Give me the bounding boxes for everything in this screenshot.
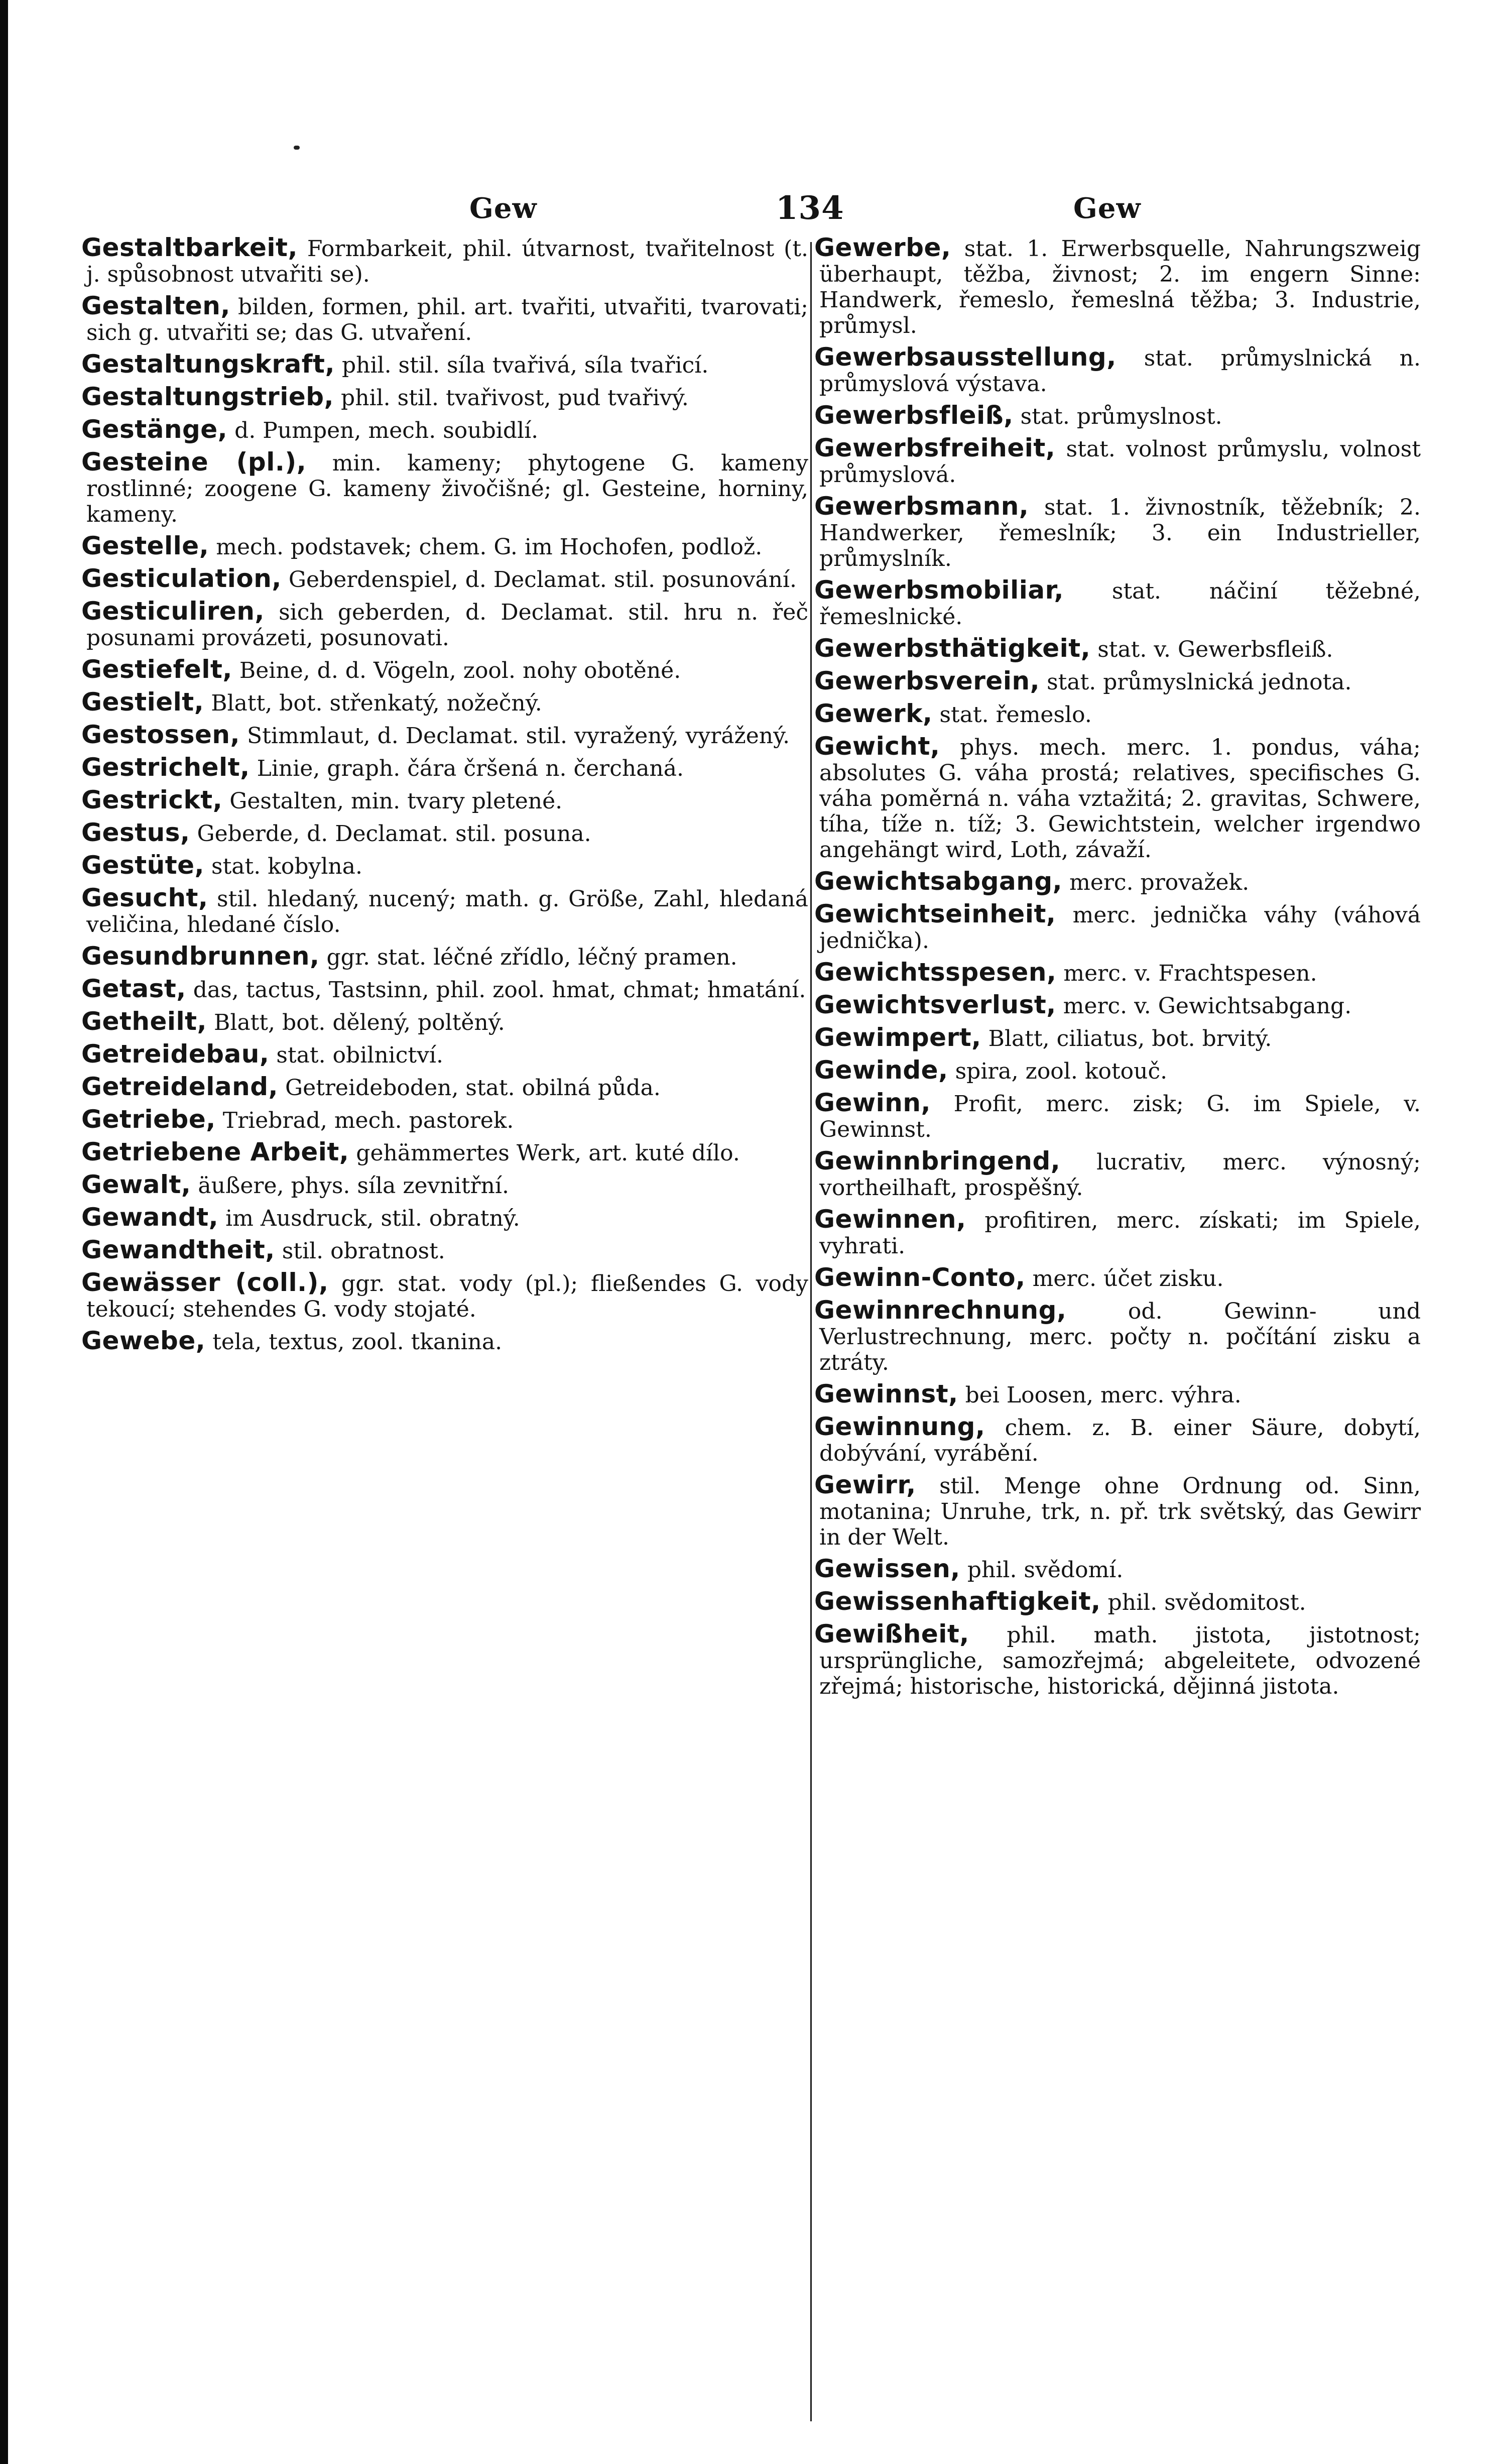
entry-headword: Gewalt, — [81, 1170, 191, 1199]
dictionary-entry — [814, 1298, 1421, 1375]
entry-headword: Gesticulation, — [81, 564, 282, 593]
scan-edge — [0, 0, 8, 2464]
dictionary-entry — [814, 869, 1421, 895]
entry-headword: Getriebe, — [81, 1105, 216, 1134]
entry-definition: ggr. stat. vody (pl.); fließendes G. vody tekoucí; stehendes G. vody stojaté. — [86, 1271, 808, 1322]
entry-definition: phil. svědomitost. — [1107, 1590, 1306, 1615]
dictionary-entry — [81, 1328, 808, 1355]
dictionary-entry — [814, 668, 1421, 695]
entry-headword: Gewissenhaftigkeit, — [814, 1587, 1101, 1616]
entry-headword: Gewirr, — [814, 1470, 916, 1499]
entry-definition: bilden, formen, phil. art. tvařiti, utvařiti, tvarovati; sich g. utvařiti se; das G. utvaření. — [86, 294, 808, 345]
entry-definition: chem. z. B. einer Säure, dobytí, dobývání, vyrábění. — [819, 1415, 1421, 1466]
entry-definition: spira, zool. kotouč. — [955, 1059, 1168, 1084]
entry-definition: Blatt, ciliatus, bot. brvitý. — [988, 1026, 1272, 1051]
entry-headword: Gestelle, — [81, 531, 209, 560]
entry-definition: stat. průmyslnost. — [1020, 404, 1222, 429]
entry-headword: Gestus, — [81, 818, 190, 847]
entry-headword: Gewerbsfreiheit, — [814, 433, 1056, 462]
dictionary-entry — [81, 1041, 808, 1068]
dictionary-entry — [814, 1207, 1421, 1259]
dictionary-entry — [814, 901, 1421, 954]
dictionary-entry — [814, 494, 1421, 571]
dictionary-entry — [81, 689, 808, 716]
entry-headword: Gewichtsspesen, — [814, 958, 1057, 987]
entry-definition: Blatt, bot. střenkatý, nožečný. — [211, 690, 542, 716]
running-header — [0, 188, 1490, 228]
entry-headword: Gewißheit, — [814, 1619, 969, 1649]
entry-headword: Gestrickt, — [81, 785, 223, 814]
entry-headword: Gewinnen, — [814, 1205, 966, 1234]
entry-definition: phil. stil. síla tvařivá, síla tvařicí. — [341, 353, 709, 378]
right-guide-word: Gew — [1073, 192, 1141, 225]
entry-definition: tela, textus, zool. tkanina. — [212, 1329, 503, 1355]
entry-headword: Gewinde, — [814, 1055, 948, 1085]
dictionary-entry — [81, 976, 808, 1003]
dictionary-entry — [814, 1556, 1421, 1583]
dictionary-entry — [81, 787, 808, 814]
entry-definition: im Ausdruck, stil. obratný. — [225, 1206, 520, 1231]
dictionary-entry — [81, 1107, 808, 1133]
entry-headword: Getreidebau, — [81, 1039, 270, 1069]
entry-definition: stil. obratnost. — [282, 1238, 445, 1264]
entry-headword: Gestänge, — [81, 415, 228, 444]
entry-definition: merc. provažek. — [1069, 870, 1250, 895]
entry-definition: Profit, merc. zisk; G. im Spiele, v. Gewinnst. — [819, 1091, 1421, 1142]
entry-definition: od. Gewinn- und Verlustrechnung, merc. počty n. počítání zisku a ztráty. — [819, 1299, 1421, 1375]
entry-definition: phil. math. jistota, jistotnost; ursprüngliche, samozřejmá; abgeleitete, odvozené zřejmá; historische, historická, dějinná jistota. — [819, 1622, 1421, 1699]
entry-definition: Gestalten, min. tvary pletené. — [229, 788, 563, 814]
entry-headword: Gewinnst, — [814, 1379, 958, 1409]
dictionary-entry — [81, 533, 808, 560]
entry-definition: stat. kobylna. — [211, 854, 362, 879]
entry-definition: sich geberden, d. Declamat. stil. hru n. řeč posunami provázeti, posunovati. — [86, 600, 808, 651]
page-number: 134 — [776, 189, 844, 227]
entry-headword: Gewebe, — [81, 1326, 206, 1355]
dictionary-entry — [81, 293, 808, 345]
entry-definition: lucrativ, merc. výnosný; vortheilhaft, prospěšný. — [819, 1149, 1421, 1201]
dictionary-entry — [81, 1074, 808, 1101]
entry-definition: gehämmertes Werk, art. kuté dílo. — [356, 1140, 740, 1166]
entry-definition: Geberdenspiel, d. Declamat. stil. posunování. — [288, 567, 797, 593]
entry-headword: Gesucht, — [81, 883, 208, 912]
dictionary-entry — [81, 820, 808, 847]
entry-headword: Gestaltungstrieb, — [81, 382, 334, 411]
entry-definition: Formbarkeit, phil. útvarnost, tvařitelnost (t. j. spůsobnost utvařiti se). — [86, 236, 808, 287]
dictionary-entry — [814, 235, 1421, 338]
dictionary-entry — [814, 435, 1421, 488]
dictionary-entry — [81, 449, 808, 527]
entry-definition: profitiren, merc. získati; im Spiele, vyhrati. — [819, 1208, 1421, 1259]
dictionary-entry — [814, 1055, 1421, 1085]
entry-definition: merc. v. Frachtspesen. — [1063, 961, 1317, 986]
dictionary-entry — [814, 1090, 1421, 1142]
dictionary-entry — [81, 1237, 808, 1264]
dictionary-entry — [814, 701, 1421, 728]
entry-headword: Gewerbsthätigkeit, — [814, 634, 1091, 663]
entry-definition: Getreideboden, stat. obilná půda. — [285, 1075, 661, 1101]
entry-definition: stat. náčiní těžebné, řemeslnické. — [819, 578, 1421, 630]
dictionary-entry — [81, 417, 808, 443]
entry-definition: mech. podstavek; chem. G. im Hochofen, podlož. — [216, 534, 763, 560]
entry-definition: merc. jednička váhy (váhová jednička). — [819, 902, 1421, 954]
left-column — [81, 235, 808, 2429]
entry-definition: phil. stil. tvařivost, pud tvařivý. — [341, 385, 689, 411]
dictionary-entry — [814, 403, 1421, 429]
entry-definition: stat. v. Gewerbsfleiß. — [1097, 637, 1333, 662]
entry-headword: Gewinnrechnung, — [814, 1296, 1067, 1325]
entry-headword: Gewandt, — [81, 1203, 219, 1232]
entry-headword: Gesteine (pl.), — [81, 447, 307, 477]
entry-definition: das, tactus, Tastsinn, phil. zool. hmat, chmat; hmatání. — [193, 977, 806, 1003]
dictionary-entry — [814, 344, 1421, 397]
entry-headword: Gewerbsfleiß, — [814, 401, 1014, 430]
entry-headword: Gewinn-Conto, — [814, 1263, 1026, 1292]
entry-headword: Gewerk, — [814, 699, 933, 728]
entry-definition: phys. mech. merc. 1. pondus, váha; absolutes G. váha prostá; relatives, specifisches G. váha poměrná n. váha vztažitá; 2. gravitas, Schwere, tíha, tíže n. tíž; 3. Gewichtstein, welcher irgendwo angehängt wird, Loth, závaží. — [819, 735, 1421, 863]
entry-headword: Gestielt, — [81, 687, 204, 717]
entry-definition: d. Pumpen, mech. soubidlí. — [234, 418, 539, 443]
dictionary-entry — [81, 853, 808, 879]
entry-definition: ggr. stat. léčné zřídlo, léčný pramen. — [326, 945, 737, 970]
entry-definition: bei Loosen, merc. výhra. — [965, 1382, 1241, 1408]
entry-definition: phil. svědomí. — [967, 1557, 1124, 1583]
entry-headword: Gewerbsausstellung, — [814, 342, 1116, 372]
entry-definition: stat. průmyslnická n. průmyslová výstava. — [819, 345, 1421, 397]
entry-definition: stat. obilnictví. — [276, 1042, 443, 1068]
dictionary-entry — [81, 235, 808, 287]
entry-headword: Gewerbe, — [814, 235, 951, 262]
entry-headword: Gewässer (coll.), — [81, 1268, 329, 1297]
entry-headword: Gewandtheit, — [81, 1235, 275, 1264]
entry-headword: Gesundbrunnen, — [81, 942, 320, 971]
entry-definition: merc. v. Gewichtsabgang. — [1063, 993, 1352, 1019]
dictionary-entry — [814, 1414, 1421, 1466]
entry-headword: Getheilt, — [81, 1007, 207, 1036]
dictionary-entry — [814, 1148, 1421, 1201]
entry-headword: Gewichtsverlust, — [814, 990, 1056, 1019]
column-divider — [810, 242, 812, 2421]
entry-definition: merc. účet zisku. — [1032, 1266, 1224, 1292]
entry-headword: Gewichtsabgang, — [814, 867, 1063, 896]
entry-headword: Getriebene Arbeit, — [81, 1137, 349, 1166]
entry-definition: stil. hledaný, nucený; math. g. Größe, Zahl, hledaná veličina, hledané číslo. — [86, 886, 808, 937]
dictionary-entry — [814, 1472, 1421, 1550]
dictionary-entry — [814, 1025, 1421, 1051]
dictionary-entry — [81, 1139, 808, 1166]
entry-headword: Gewinnung, — [814, 1412, 985, 1441]
entry-headword: Gesticuliren, — [81, 597, 265, 626]
entry-definition: Blatt, bot. dělený, poltěný. — [214, 1010, 505, 1035]
entry-headword: Getreideland, — [81, 1072, 279, 1101]
entry-definition: Geberde, d. Declamat. stil. posuna. — [197, 821, 591, 847]
entry-headword: Gewerbsmobiliar, — [814, 575, 1064, 605]
entry-headword: Gewerbsmann, — [814, 492, 1029, 521]
dictionary-entry — [81, 722, 808, 749]
dictionary-entry — [814, 1621, 1421, 1699]
entry-definition: stat. 1. živnostník, těžebník; 2. Handwerker, řemeslník; 3. ein Industrieller, průmyslník. — [819, 495, 1421, 571]
dictionary-entry — [814, 577, 1421, 630]
entry-headword: Gewimpert, — [814, 1023, 981, 1052]
dictionary-entry — [81, 1205, 808, 1231]
dictionary-entry — [814, 636, 1421, 662]
left-guide-word: Gew — [469, 192, 537, 225]
entry-headword: Gestiefelt, — [81, 655, 232, 684]
ink-speck — [294, 146, 300, 150]
dictionary-entry — [81, 1009, 808, 1035]
entry-headword: Gewinnbringend, — [814, 1146, 1061, 1176]
dictionary-entry — [814, 734, 1421, 863]
dictionary-entry — [814, 992, 1421, 1019]
entry-headword: Gewinn, — [814, 1088, 931, 1117]
entry-headword: Gestaltungskraft, — [81, 349, 335, 379]
dictionary-entry — [814, 1265, 1421, 1292]
entry-definition: äußere, phys. síla zevnitřní. — [198, 1173, 509, 1199]
entry-definition: Triebrad, mech. pastorek. — [222, 1108, 514, 1133]
dictionary-entry — [81, 755, 808, 781]
entry-definition: Stimmlaut, d. Declamat. stil. vyražený, vyrážený. — [247, 723, 790, 749]
entry-headword: Gestalten, — [81, 291, 230, 320]
entry-definition: stat. volnost průmyslu, volnost průmyslová. — [819, 436, 1421, 488]
entry-headword: Getast, — [81, 974, 186, 1003]
entry-headword: Gestossen, — [81, 720, 240, 749]
dictionary-entry — [81, 944, 808, 970]
dictionary-entry — [814, 960, 1421, 986]
entry-definition: min. kameny; phytogene G. kameny rostlinné; zoogene G. kameny živočišné; gl. Gesteine, horniny, kameny. — [86, 450, 808, 527]
dictionary-entry — [81, 384, 808, 411]
entry-definition: stat. řemeslo. — [939, 702, 1092, 728]
entry-headword: Gestrichelt, — [81, 753, 250, 782]
entry-definition: Linie, graph. čára čršená n. čerchaná. — [257, 756, 684, 781]
dictionary-entry — [81, 657, 808, 683]
dictionary-entry — [81, 566, 808, 593]
entry-headword: Gewissen, — [814, 1554, 960, 1583]
entry-definition: stat. 1. Erwerbsquelle, Nahrungszweig überhaupt, těžba, živnost; 2. im engern Sinne: Handwerk, řemeslo, řemeslná těžba; 3. Industrie, průmysl. — [819, 236, 1421, 338]
right-column — [814, 235, 1421, 2429]
entry-definition: stat. průmyslnická jednota. — [1047, 669, 1352, 695]
dictionary-entry — [81, 885, 808, 937]
dictionary-entry — [814, 1381, 1421, 1408]
entry-headword: Gewerbsverein, — [814, 666, 1040, 695]
dictionary-entry — [81, 351, 808, 378]
entry-headword: Gestaltbarkeit, — [81, 235, 298, 262]
entry-headword: Gewichtseinheit, — [814, 899, 1056, 928]
dictionary-entry — [81, 1172, 808, 1199]
dictionary-entry — [814, 1589, 1421, 1615]
entry-definition: stil. Menge ohne Ordnung od. Sinn, motanina; Unruhe, trk, n. př. trk světský, das Gewirr in der Welt. — [819, 1473, 1421, 1550]
entry-definition: Beine, d. d. Vögeln, zool. nohy obotěné. — [239, 658, 681, 683]
entry-headword: Gewicht, — [814, 732, 940, 761]
dictionary-entry — [81, 599, 808, 651]
dictionary-entry — [81, 1270, 808, 1322]
entry-headword: Gestüte, — [81, 851, 205, 880]
